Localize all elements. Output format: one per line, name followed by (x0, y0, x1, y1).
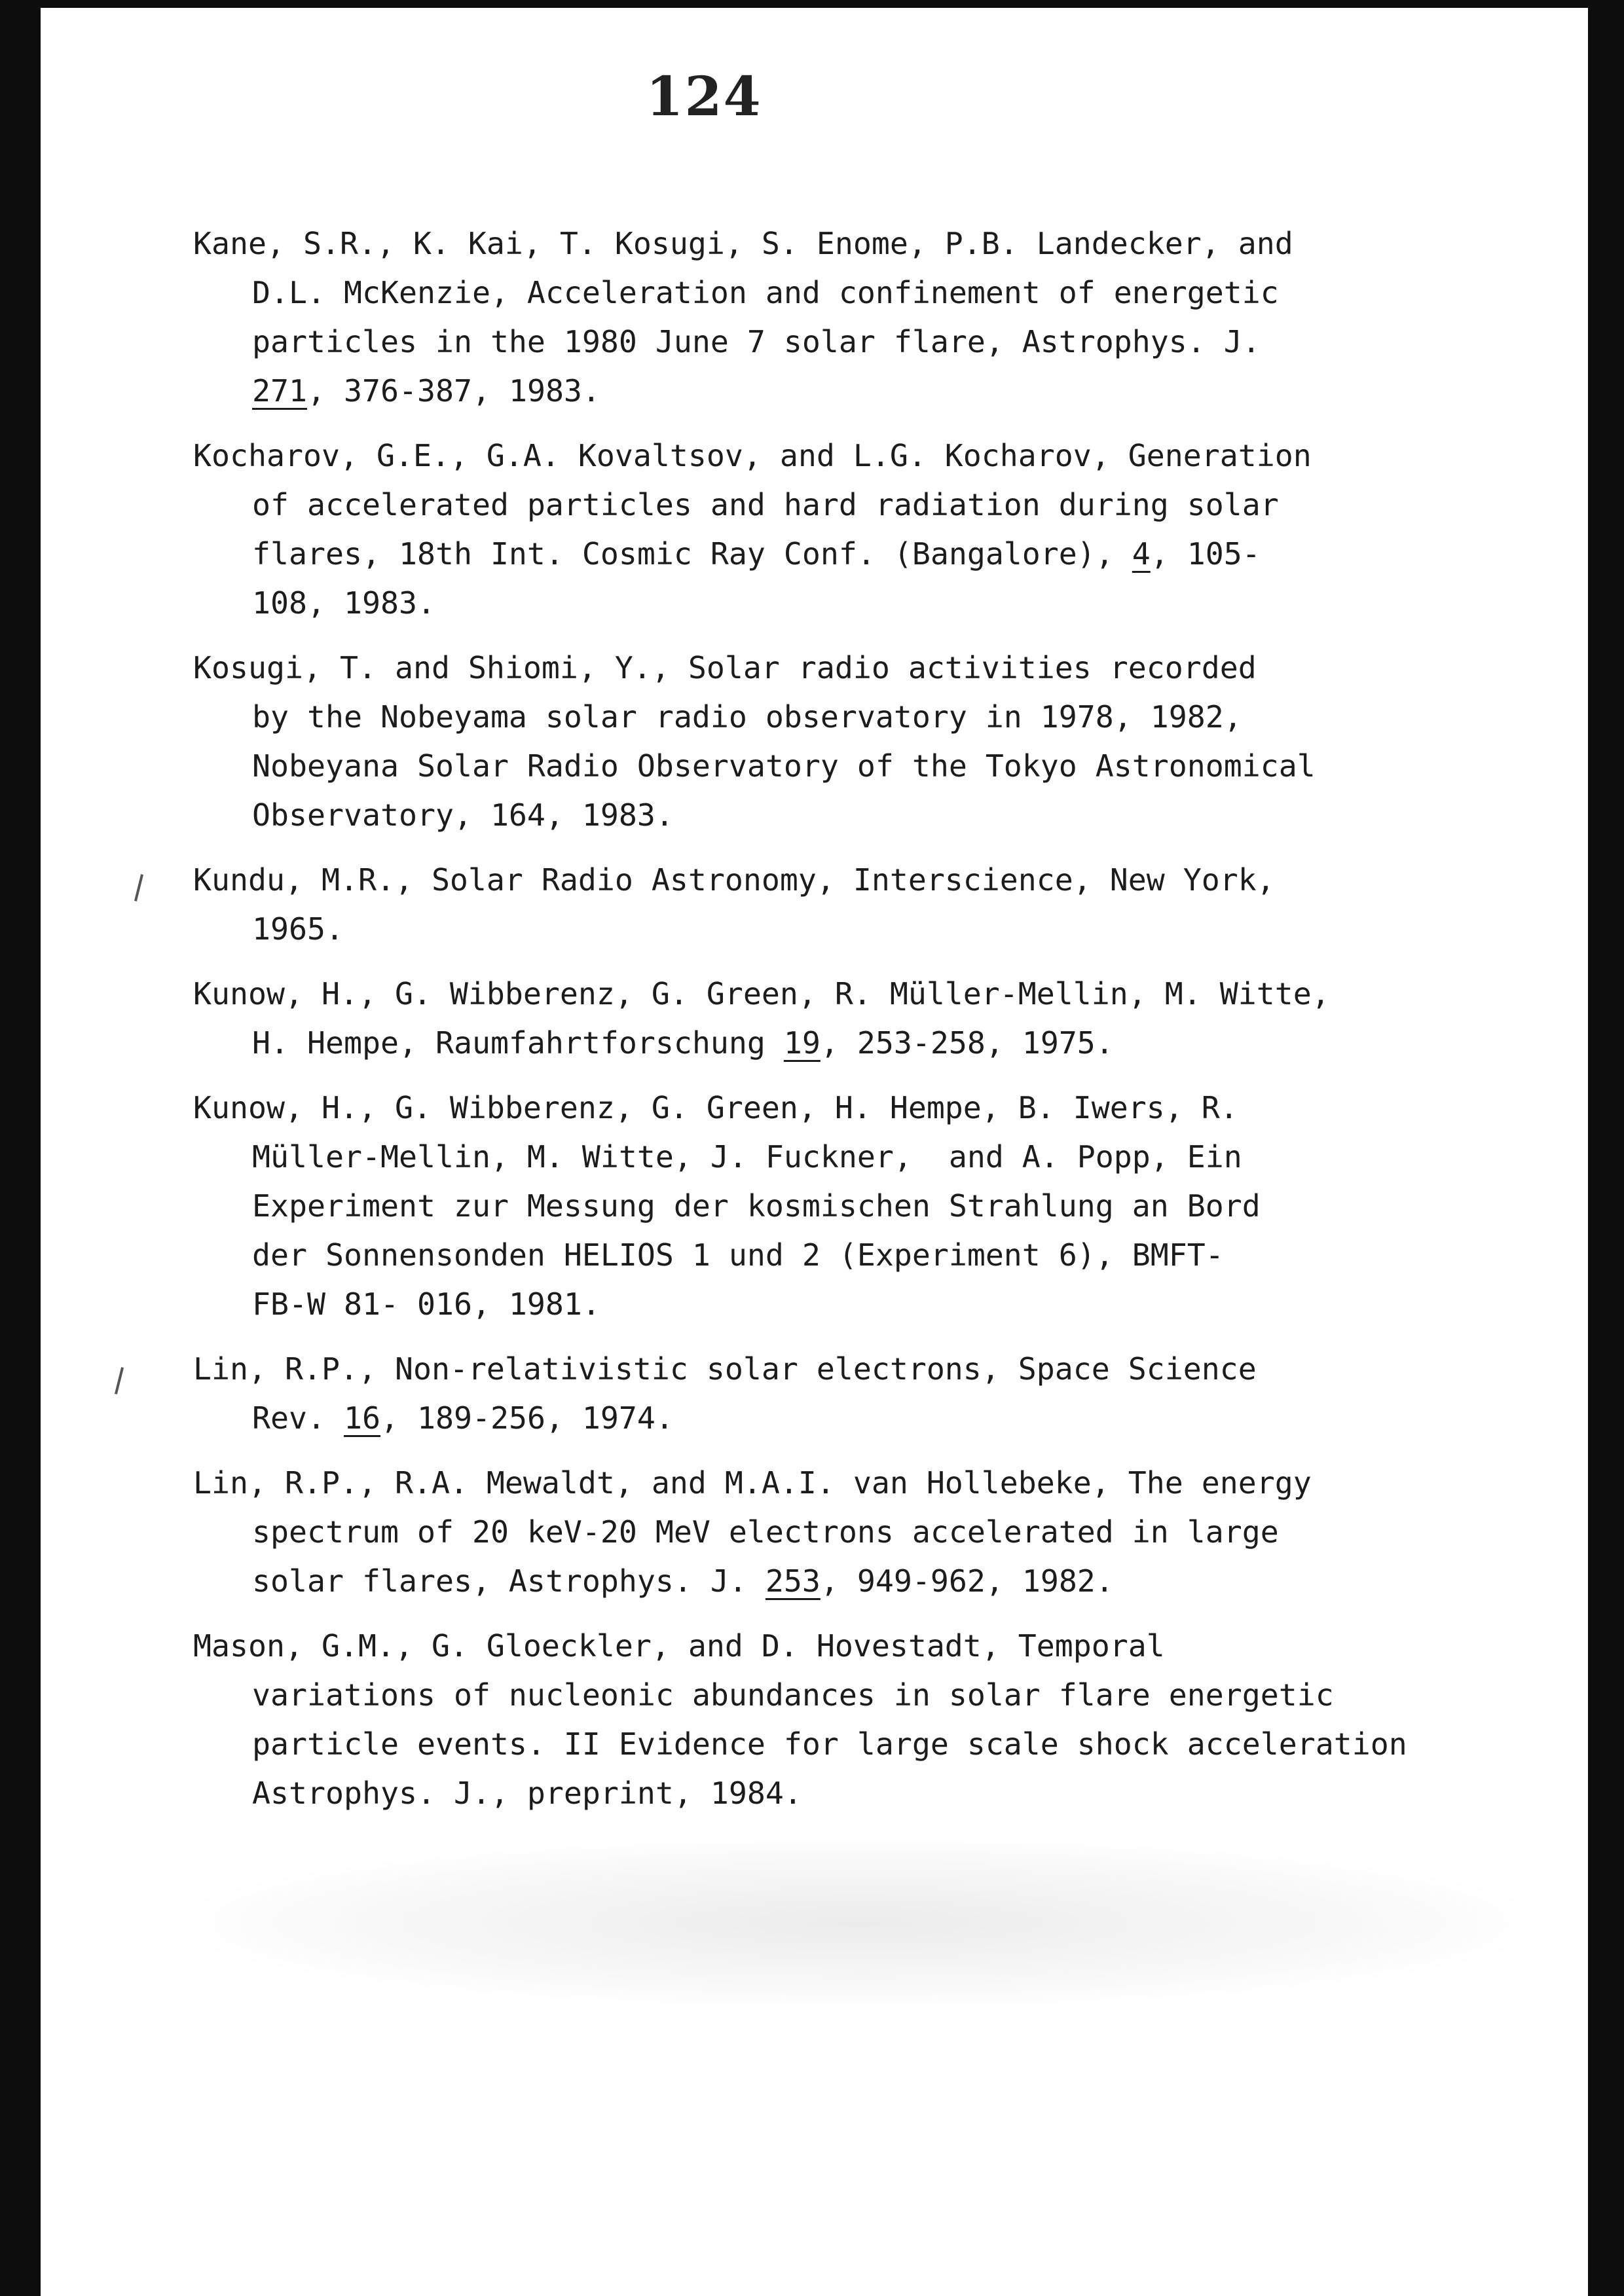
scan-smudge (204, 1841, 1514, 2005)
reference-line: D.L. McKenzie, Acceleration and confinement of energetic (252, 275, 1279, 310)
reference-line: particles in the 1980 June 7 solar flare, Astrophys. J. (252, 324, 1261, 359)
reference-entry (193, 1084, 1568, 1329)
reference-line: Kunow, H., G. Wibberenz, G. Green, R. Müller-Mellin, M. Witte, (193, 976, 1330, 1011)
reference-line: der Sonnensonden HELIOS 1 und 2 (Experiment 6), BMFT- (252, 1237, 1224, 1273)
reference-line: solar flares, Astrophys. J. 253, 949-962, 1982. (252, 1563, 1114, 1599)
reference-list (193, 219, 1568, 1834)
reference-line: flares, 18th Int. Cosmic Ray Conf. (Bangalore), 4, 105- (252, 536, 1261, 572)
reference-line: 271, 376-387, 1983. (252, 373, 600, 409)
reference-line: Kunow, H., G. Wibberenz, G. Green, H. Hempe, B. Iwers, R. (193, 1090, 1238, 1125)
reference-entry (193, 431, 1568, 628)
page-number: 124 (646, 65, 762, 128)
reference-entry (193, 1459, 1568, 1606)
reference-line: Nobeyana Solar Radio Observatory of the Tokyo Astronomical (252, 748, 1316, 784)
reference-line: Kundu, M.R., Solar Radio Astronomy, Interscience, New York, (193, 862, 1275, 898)
reference-line: FB-W 81- 016, 1981. (252, 1286, 600, 1322)
reference-line: Kosugi, T. and Shiomi, Y., Solar radio activities recorded (193, 650, 1257, 685)
reference-line: Rev. 16, 189-256, 1974. (252, 1400, 674, 1436)
volume-number: 253 (765, 1563, 821, 1599)
reference-line: Lin, R.P., R.A. Mewaldt, and M.A.I. van Hollebeke, The energy (193, 1465, 1312, 1501)
volume-number: 4 (1132, 536, 1151, 572)
scan-border-left (0, 0, 41, 2296)
reference-line: variations of nucleonic abundances in solar flare energetic (252, 1677, 1334, 1713)
reference-line: H. Hempe, Raumfahrtforschung 19, 253-258, 1975. (252, 1025, 1114, 1061)
reference-entry (193, 219, 1568, 416)
reference-line: 1965. (252, 911, 344, 947)
reference-line: of accelerated particles and hard radiation during solar (252, 487, 1279, 522)
reference-entry (193, 1622, 1568, 1818)
volume-number: 16 (343, 1400, 380, 1436)
reference-line: spectrum of 20 keV-20 MeV electrons accelerated in large (252, 1514, 1279, 1550)
reference-line: by the Nobeyama solar radio observatory in 1978, 1982, (252, 699, 1242, 735)
reference-line: particle events. II Evidence for large scale shock acceleration (252, 1726, 1407, 1762)
reference-entry (193, 644, 1568, 840)
reference-line: Lin, R.P., Non-relativistic solar electrons, Space Science (193, 1351, 1257, 1387)
reference-line: Müller-Mellin, M. Witte, J. Fuckner, and A. Popp, Ein (252, 1139, 1242, 1175)
scan-border-right (1588, 0, 1624, 2296)
reference-line: Observatory, 164, 1983. (252, 797, 674, 833)
reference-line: Astrophys. J., preprint, 1984. (252, 1776, 802, 1811)
reference-line: Kocharov, G.E., G.A. Kovaltsov, and L.G. Kocharov, Generation (193, 438, 1312, 473)
scan-border-top (0, 0, 1624, 8)
reference-entry (193, 970, 1568, 1068)
volume-number: 271 (252, 373, 307, 409)
reference-entry (193, 856, 1568, 954)
reference-entry (193, 1345, 1568, 1443)
reference-line: 108, 1983. (252, 585, 435, 621)
reference-line: Experiment zur Messung der kosmischen Strahlung an Bord (252, 1188, 1261, 1224)
reference-line: Mason, G.M., G. Gloeckler, and D. Hovestadt, Temporal (193, 1628, 1165, 1664)
reference-line: Kane, S.R., K. Kai, T. Kosugi, S. Enome, P.B. Landecker, and (193, 226, 1293, 261)
volume-number: 19 (783, 1025, 821, 1061)
